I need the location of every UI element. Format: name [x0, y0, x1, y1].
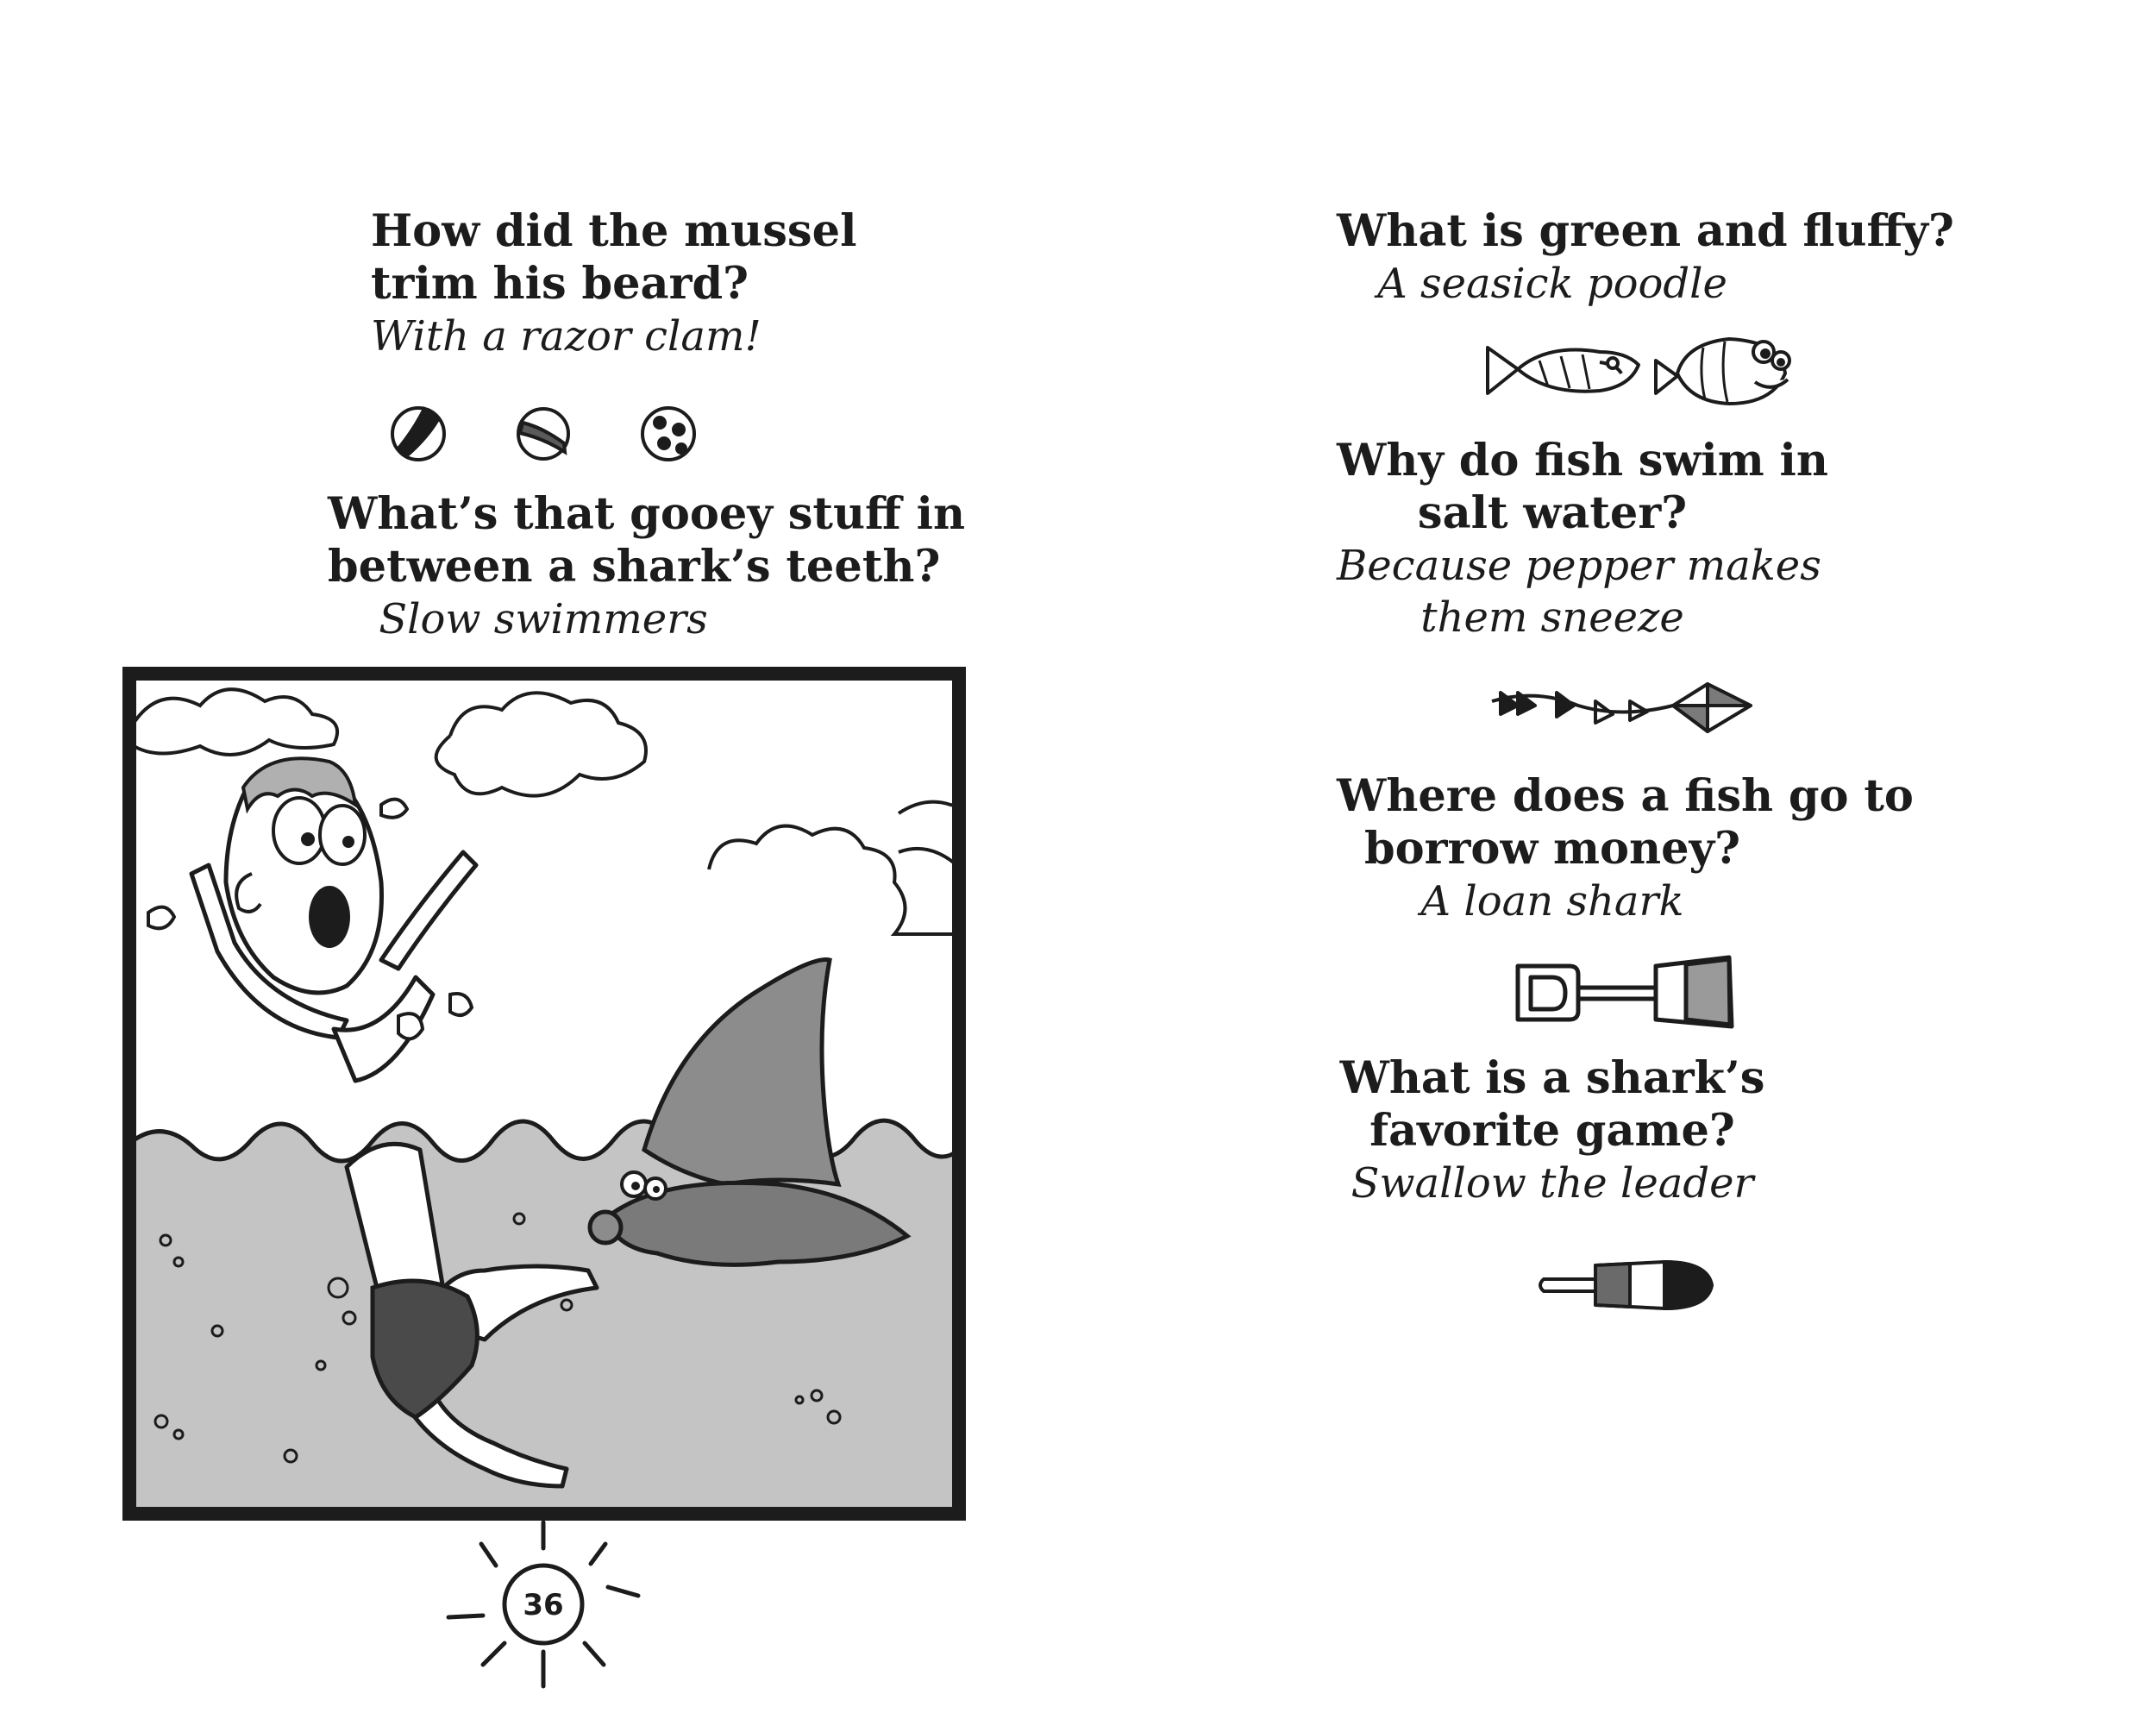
joke-2 [328, 488, 966, 645]
joke-question: between a shark’s teeth? [328, 541, 941, 593]
joke-question: Where does a fish go to [1337, 770, 1914, 822]
joke-question: borrow money? [1363, 823, 1741, 875]
joke-answer: A seasick poodle [1377, 260, 1727, 308]
joke-1 [371, 205, 857, 362]
joke-question: What is green and fluffy? [1337, 205, 1954, 257]
fish-pair-icon [1479, 326, 1807, 412]
joke-6 [1337, 1052, 1768, 1209]
page-number: 36 [523, 1588, 564, 1622]
boy-fleeing-shark-illustration [122, 667, 966, 1521]
joke-answer: Slow swimmers [379, 595, 708, 643]
kite-icon [1483, 667, 1777, 744]
joke-answer: A loan shark [1420, 877, 1684, 926]
shovel-icon [1509, 949, 1751, 1035]
joke-question: What is a shark’s [1339, 1052, 1765, 1104]
joke-3 [1337, 205, 1954, 310]
joke-5 [1337, 770, 1914, 927]
joke-answer: Because pepper makes [1337, 542, 1821, 590]
popsicle-icon [1535, 1255, 1725, 1315]
joke-question: How did the mussel [371, 205, 857, 257]
beach-balls-icon [388, 404, 707, 464]
joke-question: trim his beard? [371, 258, 749, 310]
joke-question: What’s that gooey stuff in [328, 488, 966, 540]
joke-answer: Swallow the leader [1351, 1159, 1754, 1208]
joke-question: favorite game? [1369, 1105, 1735, 1157]
joke-question: salt water? [1417, 487, 1688, 539]
joke-answer: With a razor clam! [371, 312, 761, 361]
sun-page-marker [431, 1514, 655, 1695]
right-page [1078, 0, 2156, 1713]
joke-4 [1337, 435, 1828, 643]
joke-question: Why do fish swim in [1337, 435, 1828, 486]
sun-icon [431, 1514, 655, 1695]
joke-answer: them sneeze [1420, 593, 1684, 642]
